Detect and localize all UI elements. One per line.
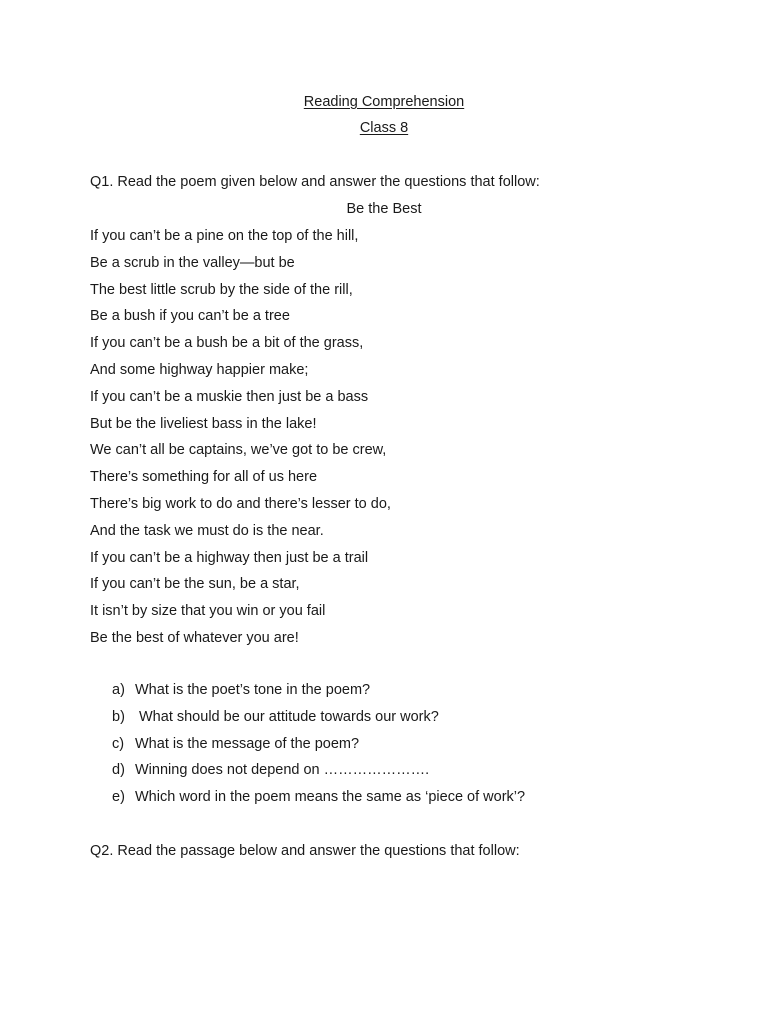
question-marker: b) (112, 708, 125, 725)
question-1-prompt: Q1. Read the poem given below and answer the questions that follow: (90, 174, 540, 190)
question-marker: c) (112, 735, 125, 752)
poem-line: It isn’t by size that you win or you fail (90, 603, 326, 620)
poem-line: If you can’t be a highway then just be a trail (90, 549, 369, 566)
question-2-prompt: Q2. Read the passage below and answer the questions that follow: (90, 843, 520, 859)
poem-line: There’s big work to do and there’s lesser to do, (90, 495, 391, 512)
question-text: What is the poet’s tone in the poem? (135, 682, 371, 698)
poem-line: There’s something for all of us here (90, 469, 318, 486)
question-item-e (112, 787, 525, 814)
poem-line: Be a bush if you can’t be a tree (90, 308, 290, 325)
question-marker: d) (112, 762, 125, 779)
poem-line: And some highway happier make; (90, 361, 309, 378)
document-title-text: Reading Comprehension (303, 94, 465, 110)
poem-line: If you can’t be a muskie then just be a bass (90, 388, 369, 405)
question-text: Which word in the poem means the same as ‘piece of work’? (135, 789, 526, 806)
question-marker: e) (112, 789, 125, 806)
poem-body (90, 226, 391, 655)
question-item-c (112, 734, 525, 761)
poem-line: If you can’t be a bush be a bit of the grass, (90, 335, 364, 352)
document-subtitle (0, 118, 768, 138)
poem-line: Be a scrub in the valley—but be (90, 254, 295, 271)
question-text: What should be our attitude towards our work? (139, 708, 439, 725)
question-list (112, 680, 525, 814)
question-text: What is the message of the poem? (135, 735, 360, 752)
question-item-b (112, 707, 525, 734)
poem-line: If you can’t be the sun, be a star, (90, 576, 300, 593)
poem-line: But be the liveliest bass in the lake! (90, 415, 317, 432)
question-item-a (112, 680, 525, 707)
poem-line: We can’t all be captains, we’ve got to be crew, (90, 442, 387, 459)
document-title (0, 92, 768, 112)
question-marker: a) (112, 682, 125, 698)
question-item-d (112, 760, 525, 787)
document-subtitle-text: Class 8 (359, 120, 409, 136)
poem-line: Be the best of whatever you are! (90, 629, 299, 646)
poem-line: And the task we must do is the near. (90, 522, 324, 539)
poem-line: The best little scrub by the side of the rill, (90, 281, 353, 298)
question-text: Winning does not depend on …………………. (135, 762, 430, 779)
poem-line: If you can’t be a pine on the top of the hill, (90, 228, 359, 244)
poem-title: Be the Best (346, 201, 422, 217)
